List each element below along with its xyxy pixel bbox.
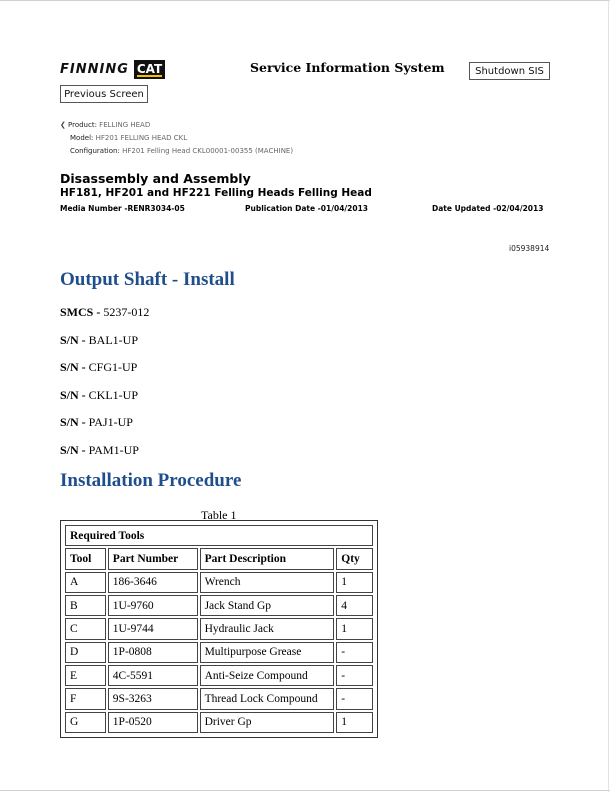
media-number: Media Number -RENR3034-05: [60, 204, 185, 213]
table-cell: B: [65, 595, 106, 616]
table-title-row: [65, 525, 373, 546]
table-cell: F: [65, 688, 106, 709]
serial-number-line: [60, 360, 137, 375]
table-cell: Wrench: [200, 572, 335, 593]
serial-value: PAM1-UP: [88, 443, 139, 457]
breadcrumb-product: [60, 119, 293, 132]
model-label: Model:: [70, 134, 94, 142]
serial-value: CFG1-UP: [88, 360, 138, 374]
serial-label: S/N -: [60, 360, 86, 374]
product-label: Product:: [68, 121, 97, 129]
table-cell: -: [336, 688, 373, 709]
table-cell: 4: [336, 595, 373, 616]
column-header: Part Number: [108, 548, 198, 569]
publication-date: Publication Date -01/04/2013: [245, 204, 369, 213]
top-border: [0, 0, 610, 1]
serial-label: S/N -: [60, 415, 86, 429]
table-cell: Multipurpose Grease: [200, 642, 335, 663]
serial-label: S/N -: [60, 443, 86, 457]
cat-logo-icon: [134, 60, 165, 79]
serial-number-line: [60, 415, 133, 430]
installation-procedure-heading: Installation Procedure: [60, 470, 242, 491]
table-cell: Hydraulic Jack: [200, 618, 335, 639]
shutdown-sis-button[interactable]: Shutdown SIS: [469, 62, 550, 80]
table-row: [65, 688, 373, 709]
required-tools-table: [60, 520, 378, 738]
section-heading: Disassembly and Assembly: [60, 171, 251, 186]
finning-logo-text: FINNING: [60, 61, 129, 77]
serial-value: PAJ1-UP: [88, 415, 133, 429]
table-title: Required Tools: [65, 525, 373, 546]
serial-value: CKL1-UP: [88, 388, 139, 402]
serial-label: S/N -: [60, 388, 86, 402]
previous-screen-button[interactable]: Previous Screen: [60, 85, 148, 103]
smcs-value: 5237-012: [103, 305, 150, 319]
right-border: [608, 0, 609, 792]
configuration-value: HF201 Felling Head CKL00001-00355 (MACHINE): [122, 147, 294, 155]
table-cell: Thread Lock Compound: [200, 688, 335, 709]
table-cell: -: [336, 665, 373, 686]
table-cell: 4C-5591: [108, 665, 198, 686]
image-id: i05938914: [509, 244, 550, 253]
procedure-title: Output Shaft - Install: [60, 269, 235, 290]
breadcrumb-configuration: [60, 145, 293, 158]
serial-number-line: [60, 333, 138, 348]
table-cell: E: [65, 665, 106, 686]
table-cell: A: [65, 572, 106, 593]
smcs-label: SMCS -: [60, 305, 101, 319]
bottom-border: [0, 790, 610, 791]
table-cell: Anti-Seize Compound: [200, 665, 335, 686]
smcs-line: [60, 305, 149, 320]
serial-number-line: [60, 443, 139, 458]
chevron-left-icon[interactable]: ❮: [60, 121, 66, 129]
table-header-row: [65, 548, 373, 569]
table-cell: 1: [336, 712, 373, 733]
product-value: FELLING HEAD: [99, 121, 151, 129]
serial-value: BAL1-UP: [88, 333, 139, 347]
column-header: Tool: [65, 548, 106, 569]
table-cell: 1P-0520: [108, 712, 198, 733]
table-row: [65, 712, 373, 733]
table-cell: 186-3646: [108, 572, 198, 593]
table-cell: -: [336, 642, 373, 663]
table-cell: 1: [336, 572, 373, 593]
table-row: [65, 665, 373, 686]
table-cell: D: [65, 642, 106, 663]
model-value: HF201 FELLING HEAD CKL: [95, 134, 188, 142]
finning-cat-logo: [60, 59, 165, 79]
serial-number-line: [60, 388, 138, 403]
cat-logo-text: CAT: [136, 61, 163, 76]
date-updated: Date Updated -02/04/2013: [432, 204, 544, 213]
table-caption: Table 1: [201, 508, 237, 522]
breadcrumb: [60, 119, 293, 158]
table-cell: Driver Gp: [200, 712, 335, 733]
serial-label: S/N -: [60, 333, 86, 347]
table-row: [65, 595, 373, 616]
table-cell: 1: [336, 618, 373, 639]
table-cell: G: [65, 712, 106, 733]
document-subtitle: HF181, HF201 and HF221 Felling Heads Felling Head: [60, 187, 372, 199]
table-row: [65, 618, 373, 639]
table-cell: C: [65, 618, 106, 639]
column-header: Qty: [336, 548, 373, 569]
breadcrumb-model: [60, 132, 293, 145]
table-row: [65, 642, 373, 663]
table-cell: Jack Stand Gp: [200, 595, 335, 616]
page-title: Service Information System: [250, 60, 445, 75]
table-cell: 1P-0808: [108, 642, 198, 663]
configuration-label: Configuration:: [70, 147, 120, 155]
table-cell: 1U-9744: [108, 618, 198, 639]
table-cell: 9S-3263: [108, 688, 198, 709]
column-header: Part Description: [200, 548, 335, 569]
table-row: [65, 572, 373, 593]
table-cell: 1U-9760: [108, 595, 198, 616]
